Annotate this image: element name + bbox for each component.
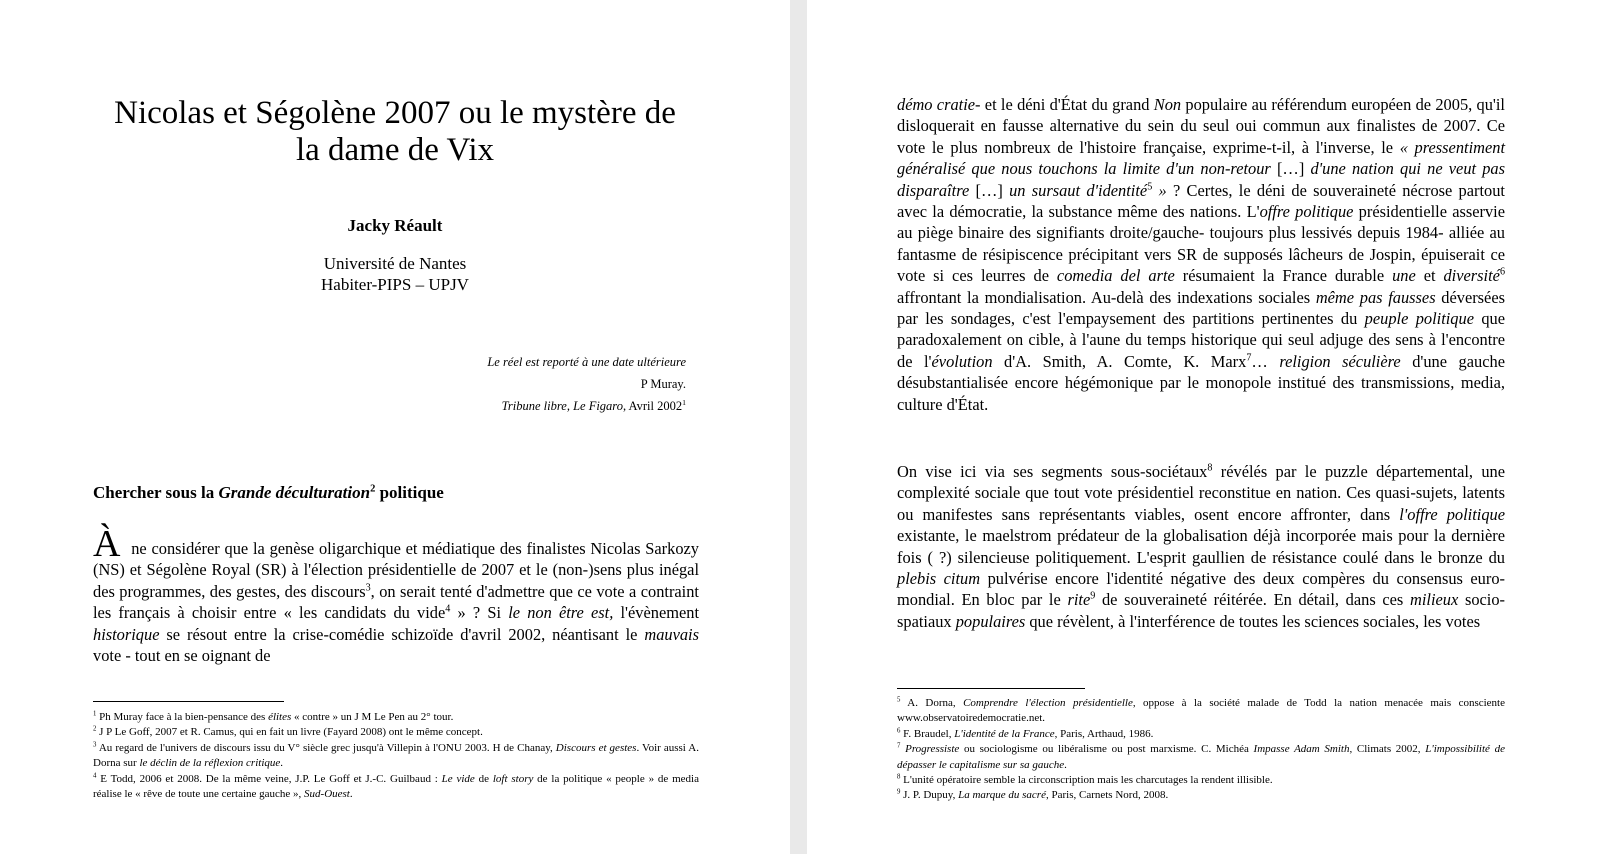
footnote-4: $^4$ E Todd, 2006 et 2008. De la même veine, J.P. Le Goff et J.-C. Guilbaud : Le vide de loft story de la politique « people » de media réalise le « rêve de toute une certaine gauche », Sud-Ouest. [93, 771, 699, 801]
footnote-8: $^8$ L'unité opératoire semble la circonscription mais les charcutages la rendent illisible. [897, 773, 1273, 787]
footnote-9: $^9$ J. P. Dupuy, La marque du sacré, Paris, Carnets Nord, 2008. [897, 788, 1169, 802]
footnote-1: $^1$ Ph Muray face à la bien-pensance des élites « contre » un J M Le Pen au 2° tour. [93, 710, 454, 723]
footnote-6: $^6$ F. Braudel, L'identité de la France, Paris, Arthaud, 1986. [897, 727, 1154, 740]
footnotes-left [93, 710, 699, 802]
lead-paragraph: À ne considérer que la genèse oligarchique et médiatique des finalistes Nicolas Sarkozy (NS) et Ségolène Royal (SR) à l'élection présidentielle de 2007 et le (non-)sens plus inégal des programmes, des gestes, des discours$^3$, on serait tenté d'admettre que ce vote a contraint les français à choisir entre « les candidats du vide$^4$ » ? Si le non être est, l'évènement historique se résout entre la crise-comédie schizoïde d'avril 2002, néantisant le mauvais vote - tout en se oignant de [93, 523, 700, 666]
epigraph-quote: Le réel est reporté à une date ultérieure [487, 355, 686, 369]
footnote-3: $^3$ Au regard de l'univers de discours issu du V° siècle grec jusqu'à Villepin à l'ONU 2003. H de Chanay, Discours et gestes. Voir aussi A. Dorna sur le déclin de la réflexion critique. [93, 741, 699, 770]
body-paragraph-1: démo cratie- et le déni d'État du grand Non populaire au référendum européen de 2005, qu'il disloquerait en fausse alternative du sein du seul oui commun aux finalistes de 2007. Ce vote le plus nombreux de l'histoire française, exprime-t-il, à l'inverse, le « pressentiment généralisé que nous touchons la limite d'un non-retour […] d'une nation qui ne veut pas disparaître […] un sursaut d'identité$^5$ » ? Certes, le déni de souveraineté nécrose partout avec la démocratie, la substance même des nations. L'offre politique présidentielle asservie au piège binaire des signifiants droite/gauche- toujours plus lessivés depuis 1984- alliée au fantasme de résipiscence précipitant vers SR de supposés lâcheurs de Jospin, épuiserait ce vote si ces leurres de comedia del arte résumaient la France durable une et diversité$^6$ affrontant la mondialisation. Au-delà des indexations sociales même pas fausses déversées par les sondages, c'est l'empaysement des partitions pertinentes du peuple politique que paradoxalement on cible, à l'aune du temps historique qui seul adjuge des sens à l'encontre de l'évolution d'A. Smith, A. Comte, K. Marx$^7$… religion séculière d'une gauche désubstantialisée encore hégémonique par le monopole institué des transmissions, media, culture d'État. [897, 95, 1506, 414]
epigraph-source: Tribune libre, Le Figaro, Avril 2002$^1$ [501, 397, 686, 413]
footnote-2: $^2$ J P Le Goff, 2007 et R. Camus, qui en fait un livre (Fayard 2008) ont le même concept. [93, 725, 483, 739]
epigraph-author: P Muray. [640, 377, 686, 391]
footnote-5: $^5$ A. Dorna, Comprendre l'élection présidentielle, oppose à la société malade de Todd la nation menacée mais consciente www.observatoiredemocratie.net. [897, 696, 1505, 725]
footnote-separator [93, 701, 284, 702]
document-page-right [807, 0, 1600, 854]
footnote-7: $^7$ Progressiste ou sociologisme ou libéralisme ou post marxisme. C. Michéa Impasse Adam Smith, Climats 2002, L'impossibilité de dépasser le capitalisme sur sa gauche. [897, 742, 1505, 771]
affiliation-line2: Habiter-PIPS – UPJV [321, 275, 469, 294]
body-paragraph-2: On vise ici via ses segments sous-sociétaux$^8$ révélés par le puzzle départemental, une complexité sociale que tout vote présidentiel reconstitue en nation. Ces quasi-sujets, latents ou manifestes sans représentants viables, osent encore affronter, dans l'offre politique existante, le maelstrom prédateur de la globalisation déjà incorporée mais pour la dernière fois ( ?) silencieuse politiquement. L'esprit gaullien de résistance coulé dans le bronze du plebis citum pulvérise encore l'identité négative des deux compères du consensus euro-mondial. En bloc par le rite$^9$ de souveraineté réitérée. En détail, dans ces milieux socio-spatiaux populaires que révèlent, à l'interférence de toutes les sciences sociales, les votes [897, 462, 1506, 631]
footnote-separator [897, 688, 1085, 689]
section-heading: Chercher sous la Grande déculturation$^2$ politique [93, 483, 444, 502]
document-title: Nicolas et Ségolène 2007 ou le mystère de la dame de Vix [114, 95, 676, 168]
drop-cap: À [93, 523, 121, 565]
document-page-left [0, 0, 790, 854]
affiliation-line1: Université de Nantes [323, 254, 467, 273]
author-name: Jacky Réault [347, 216, 443, 235]
footnotes-right [897, 696, 1505, 804]
